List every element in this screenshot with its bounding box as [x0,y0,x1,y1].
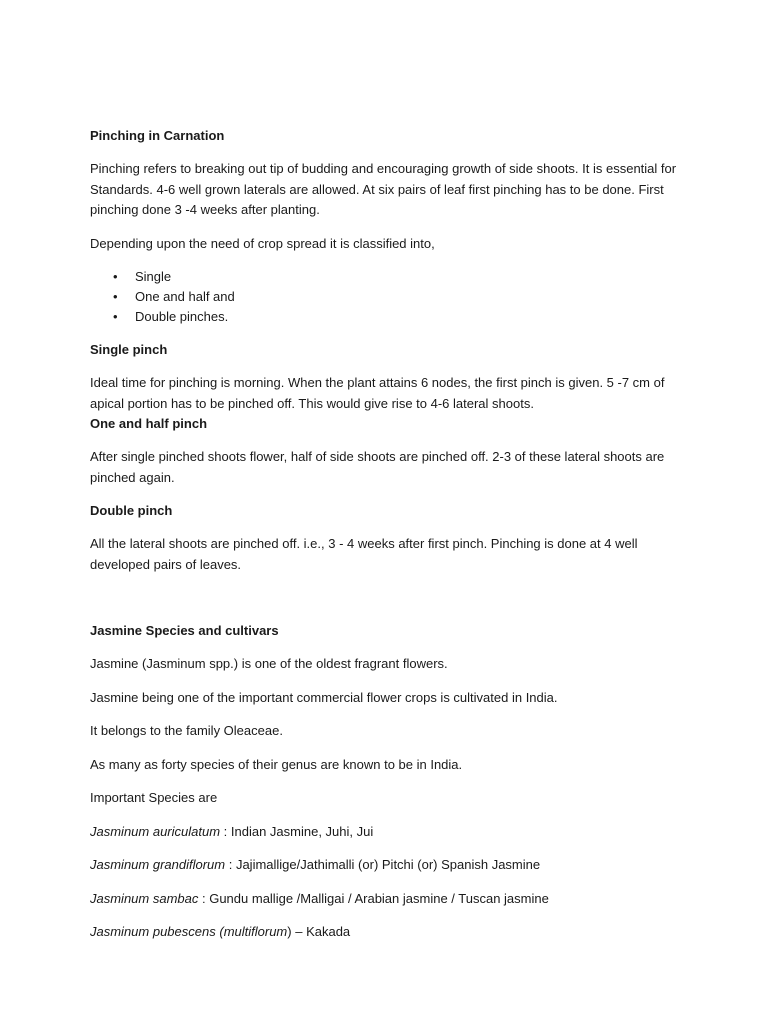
bullet-icon: • [113,269,118,284]
list-item [90,267,690,287]
document-body [90,126,690,956]
species-name: Jasminum sambac [90,890,199,906]
paragraph: Important Species are [90,790,218,805]
list-item-text: Double pinches. [135,309,229,324]
species-common-names: Indian Jasmine, Juhi, Jui [230,823,374,839]
paragraph: After single pinched shoots flower, half of side shoots are pinched off. 2-3 of these lateral shoots are pinched again. [90,449,665,485]
bullet-icon: • [113,289,118,304]
species-name: Jasminum grandiflorum [90,857,226,872]
list-item [90,287,690,307]
species-name: Jasminum pubescens [90,924,216,939]
species-common-names: Jajimallige/Jathimalli (or) Pitchi (or) Spanish Jasmine [235,857,541,872]
paragraph: Jasmine being one of the important commercial flower crops is cultivated in India. [90,689,558,705]
paragraph: Pinching refers to breaking out tip of budding and encouraging growth of side shoots. It is essential for Standards. 4-6 well grown laterals are allowed. At six pairs of leaf first pinching has to be done. First pinching done 3 -4 weeks after planting. [90,161,677,217]
section-spacer [90,588,690,621]
species-alt-name: multiflorum [223,924,288,939]
paragraph: It belongs to the family Oleaceae. [90,723,283,738]
subheading-single-pinch: Single pinch [90,342,168,357]
species-separator: : [225,857,236,872]
bullet-icon: • [113,309,118,324]
species-name: Jasminum auriculatum [90,823,221,839]
species-entry [90,822,690,843]
list-item [90,307,690,327]
species-entry [90,889,690,910]
paragraph: As many as forty species of their genus are known to be in India. [90,756,463,772]
species-entry [90,855,690,876]
species-common-names: Gundu mallige /Malligai / Arabian jasmine / Tuscan jasmine [209,890,549,906]
species-separator: : [220,823,231,839]
species-separator: : [198,890,210,906]
paragraph: All the lateral shoots are pinched off. i.e., 3 - 4 weeks after first pinch. Pinching is done at 4 well developed pairs of leaves. [90,536,638,572]
section-title-jasmine: Jasmine Species and cultivars [90,623,279,638]
species-close-paren: ) [287,924,292,939]
paragraph: Jasmine (Jasminum spp.) is one of the oldest fragrant flowers. [90,656,448,671]
list-item-text: Single [135,269,172,284]
subheading-double-pinch: Double pinch [90,503,173,518]
paragraph: Ideal time for pinching is morning. When the plant attains 6 nodes, the first pinch is given. 5 -7 cm of apical portion has to be pinched off. This would give rise to 4-6 lateral shoots. [90,375,665,411]
species-entry [90,922,690,943]
species-separator: ( [215,924,224,939]
list-item-text: One and half and [135,289,235,304]
paragraph: Depending upon the need of crop spread it is classified into, [90,235,435,251]
section-title-carnation: Pinching in Carnation [90,128,225,143]
subheading-one-half-pinch: One and half pinch [90,416,208,431]
species-common-names: – Kakada [291,924,351,939]
pinch-type-list [90,267,690,327]
